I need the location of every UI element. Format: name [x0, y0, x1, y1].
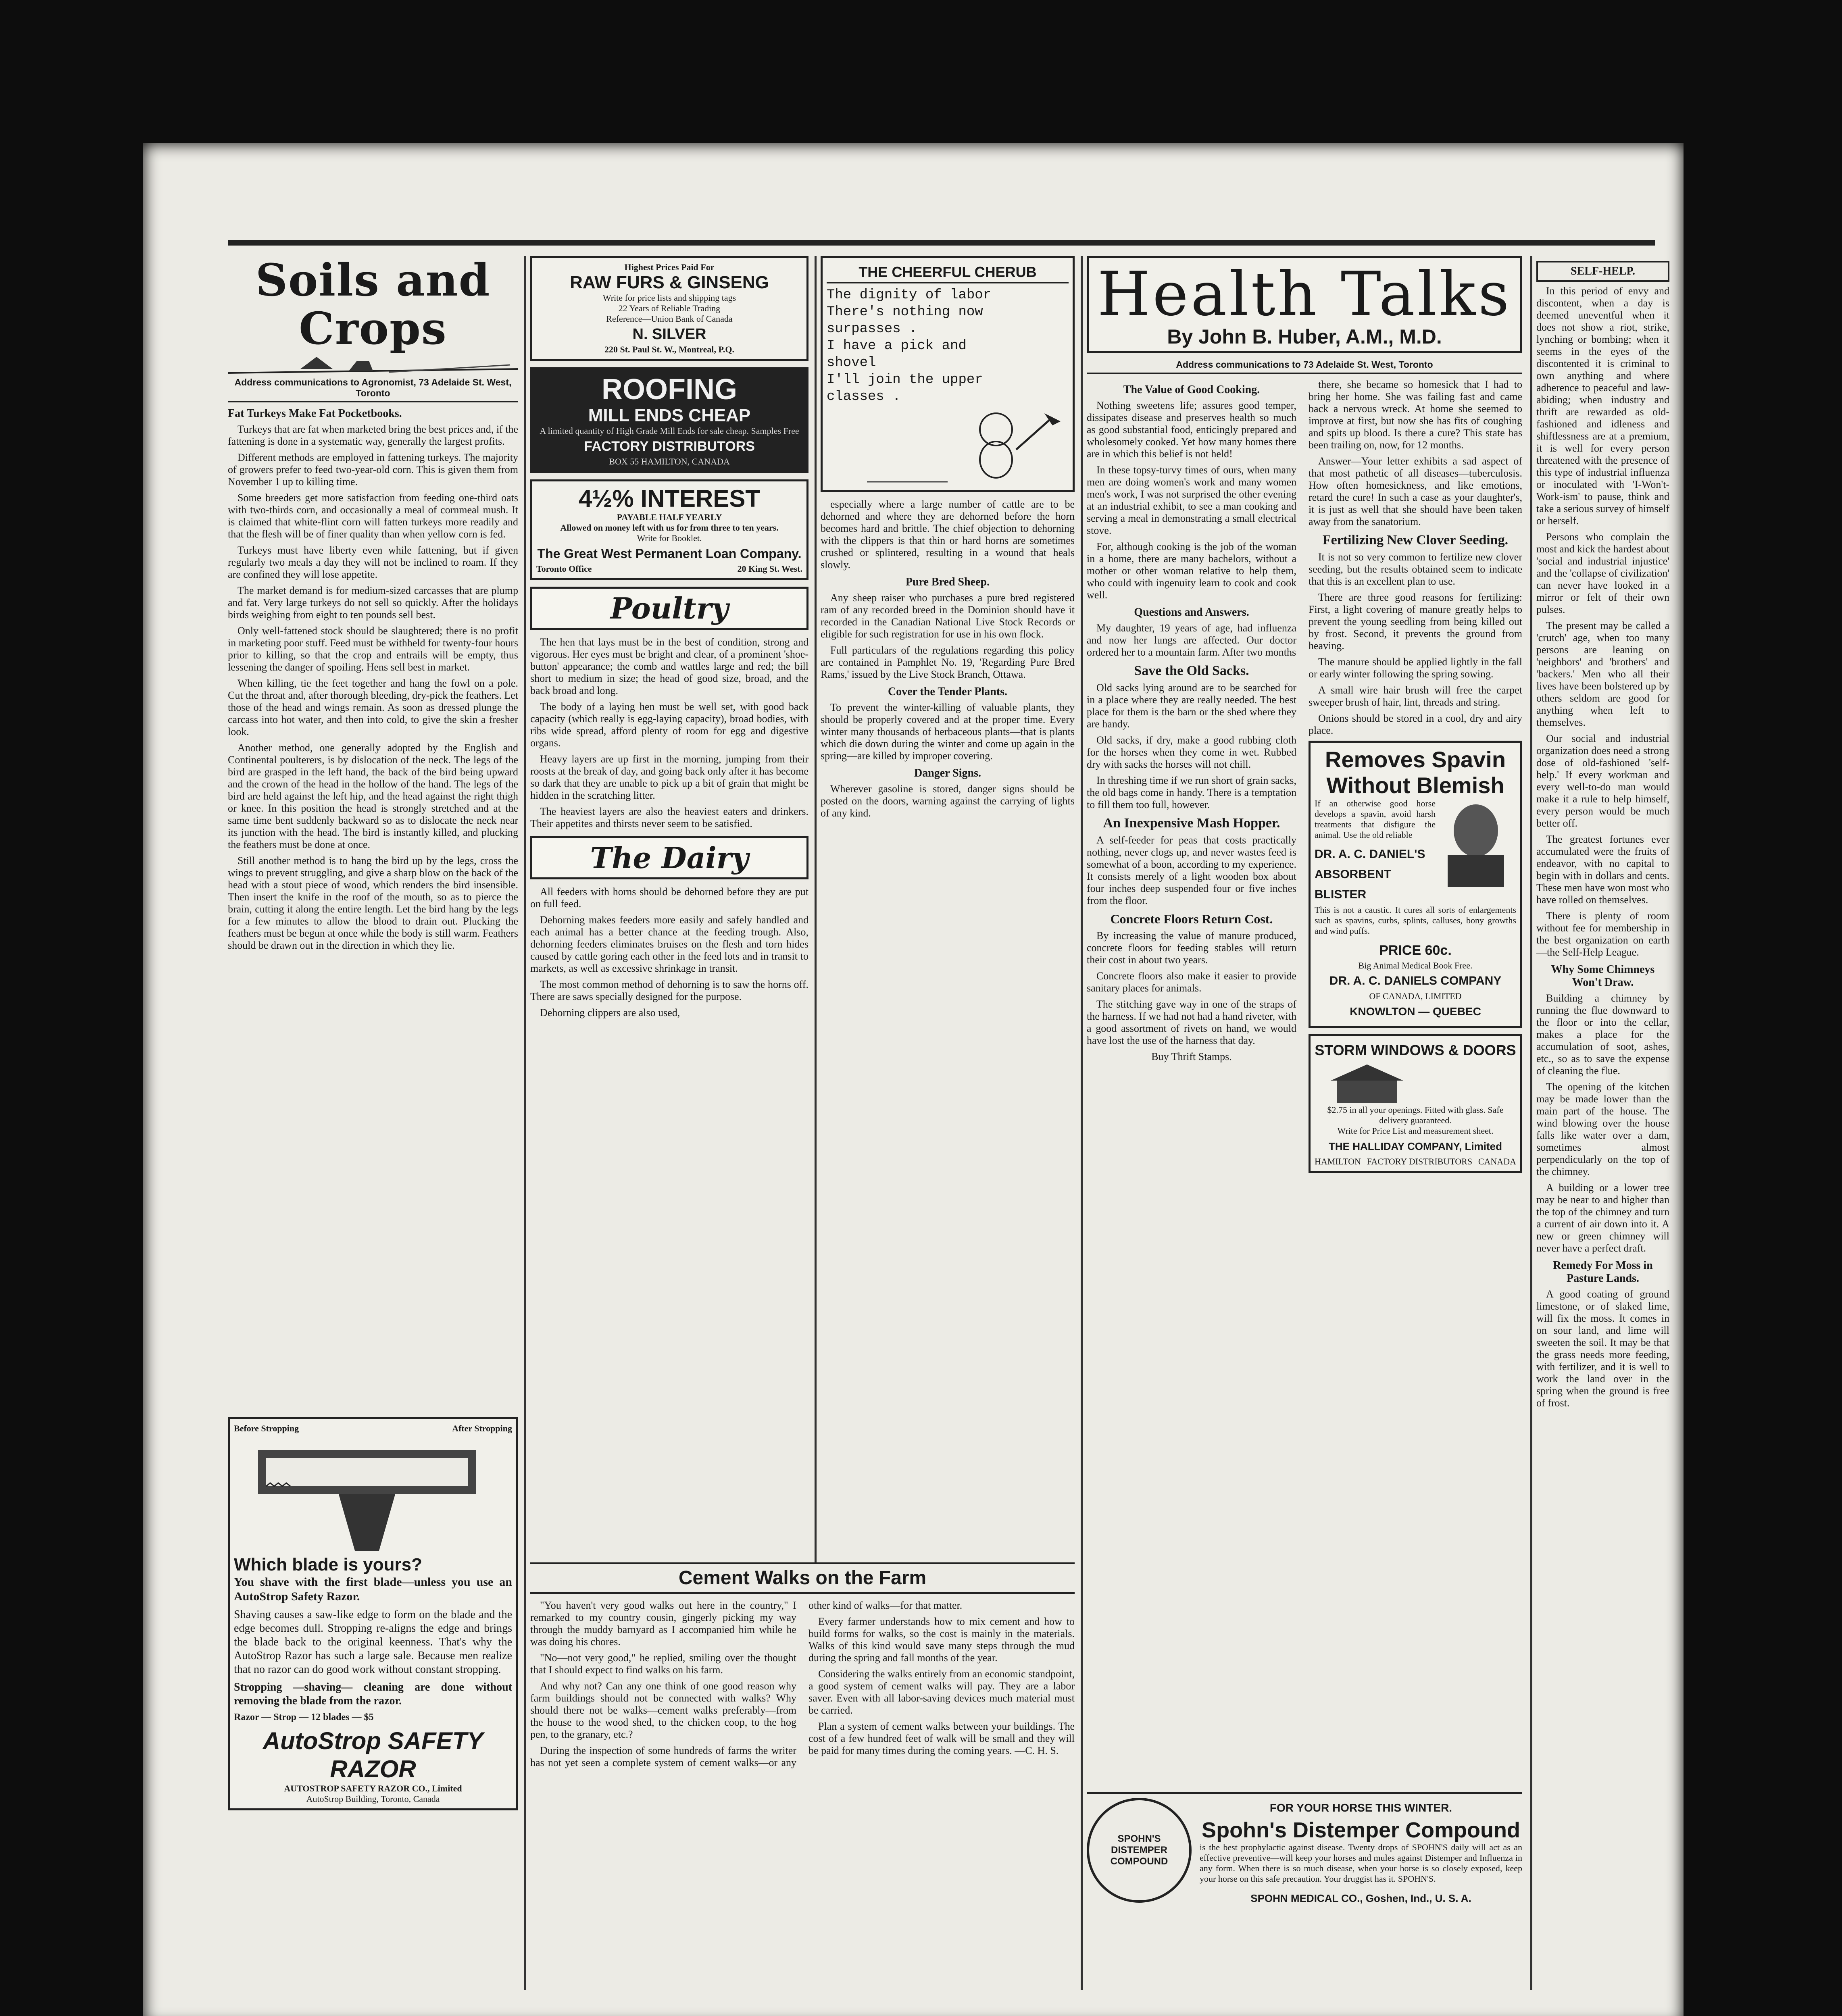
self-help-para-1: In this period of envy and discontent, when a day is deemed uneventful when it does not show a riot, strike, lynching or bombing; when it seems in the eyes of the discontented it is criminal to own anything and where adherence to peaceful and law-abiding; when industry and thrift are rewarded as old-fashioned and idleness and shiftlessness are at a premium, it is well for every person threatened with the presence of this type of industrial influenza or inoculated with 'I-Won't-Work-ism' to pause, think and take a serious survey of himself or herself. — [1536, 285, 1669, 527]
cooking-para-1: Nothing sweetens life; assures good temper, dissipates disease and preserves health so much as good substantial food, enticingly prepared and wholesomely cooked. Yet how many homes there are in which this belief is not held! — [1087, 400, 1296, 460]
interest-office: Toronto Office — [536, 564, 592, 574]
cherub-illustration-icon — [827, 405, 1065, 486]
storm-country: CANADA — [1478, 1156, 1516, 1166]
storm-price: $2.75 in all your openings. Fitted with glass. Safe delivery guaranteed. — [1327, 1105, 1504, 1125]
self-help-para-3: The present may be called a 'crutch' age, when too many persons are leaning on 'neighbors' and 'brothers' and 'backers.' Men who all their lives have been bolstered up by others seldom are good for anything when left to themselves. — [1536, 620, 1669, 728]
spohn-top: FOR YOUR HORSE THIS WINTER. — [1269, 1801, 1452, 1814]
health-right-para-1: there, she became so homesick that I had to bring her home. She was failing fast and came back a nervous wreck. At home she seemed to improve at first, but now she has fits of coughing and spits up blood. Is there a cure? This state has been trailing on, now, for 12 months. — [1309, 379, 1522, 451]
turkey-para-3: Some breeders get more satisfaction from feeding one-third oats with two-thirds corn, and occasionally a meal of cornmeal mush. It is claimed that white-flint corn will fatten turkeys more readily and that the flesh will be of finer quality than when yellow corn is fed. — [228, 492, 518, 540]
sacks-title: Save the Old Sacks. — [1134, 663, 1249, 678]
column-rule-4 — [1530, 256, 1532, 1990]
spohn-headline: Spohn's Distemper Compound — [1202, 1818, 1520, 1842]
danger-title: Danger Signs. — [914, 767, 981, 779]
qa-title: Questions and Answers. — [1134, 606, 1249, 619]
dairy-para-3: The most common method of dehorning is to saw the horns off. There are saws specially designed for the purpose. — [530, 979, 808, 1002]
roofing-footer: FACTORY DISTRIBUTORS — [584, 439, 755, 454]
spohn-company: SPOHN MEDICAL CO., Goshen, Ind., U. S. A. — [1250, 1892, 1471, 1904]
roofing-headline: ROOFING — [602, 373, 737, 406]
sheep-title: Pure Bred Sheep. — [905, 576, 990, 588]
furs-name: N. SILVER — [632, 326, 706, 343]
health-right — [1309, 379, 1522, 1179]
turkey-para-5: The market demand is for medium-sized carcasses that are plump and fat. Very large turkeys do not sell so quickly. After the holidays birds weighing from eight to ten pounds sell best. — [228, 585, 518, 621]
poultry-para-3: Heavy layers are up first in the morning, jumping from their roosts at the break of day, and going back only after it has become so dark that they are unable to pick up a bit of grain that might be hidden in the scratching litter. — [530, 753, 808, 801]
mash-para: A self-feeder for peas that costs practically nothing, never clogs up, and never wastes feed is somewhat of a boon, according to my experience. It consists merely of a light wooden box about four inches deep suspended four or five inches from the floor. — [1087, 834, 1296, 906]
poultry-para-2: The body of a laying hen must be well set, with good back capacity (which really is egg-laying capacity), broad bodies, with ribs wide spread, afford plenty of room for egg and digestive organs. — [530, 701, 808, 749]
health-address: Address communications to 73 Adelaide St. West, Toronto — [1087, 359, 1522, 374]
cheerful-cherub-box — [821, 256, 1075, 492]
dairy-para-1: All feeders with horns should be dehorned before they are put on full feed. — [530, 886, 808, 910]
chimney-para-1: Building a chimney by running the flue downward to the floor or into the cellar, makes a place for the accumulation of soot, ashes, etc., so as to save the expense of cleaning the flue. — [1536, 992, 1669, 1077]
clover-para-2: There are three good reasons for fertilizing: First, a light covering of manure greatly helps to prevent the young seedling from being killed out by frost. Second, it prevents the ground from heaving. — [1309, 591, 1522, 652]
caption-before: Before Stropping — [234, 1423, 299, 1433]
cooking-para-2: In these topsy-turvy times of ours, when many men are doing women's work and many women men's work, I was not surprised the other evening at an industrial exhibit, to see a man cooking and serving a meal in demonstrating a small electrical stove. — [1087, 464, 1296, 536]
turkey-para-8: Another method, one generally adopted by the English and Continental poulterers, is by dislocation of the neck. The legs of the bird are grasped in the left hand, the back of the bird being upward and the crown of the head in the hollow of the hand. The legs of the bird are held against the left hip, and the head against the right thigh or knee. In this position the head is strongly stretched and at the same time bent suddenly backward so as to dislocate the neck near its junction with the head. The bird is instantly killed, and plucking the feathers must be done at once. — [228, 742, 518, 850]
cement-para-4: During the inspection of some hundreds of farms the writer has not yet seen a complete system of cement walks—or any other kind of walks—for that matter. — [530, 1599, 963, 1768]
spohn-text — [1200, 1798, 1522, 1908]
roofing-city: BOX 55 HAMILTON, CANADA — [609, 456, 730, 467]
self-help-para-6: There is plenty of room without fee for membership in the best organization on earth—the Self-Help League. — [1536, 910, 1669, 958]
furs-address: 220 St. Paul St. W., Montreal, P.Q. — [604, 344, 735, 354]
sacks-para-3: In threshing time if we run short of grain sacks, the old bags come in handy. There is a temptation to fill them too full, however. — [1087, 775, 1296, 810]
poultry-para-4: The heaviest layers are also the heaviest eaters and drinkers. Their appetites and thirsts never seem to be satisfied. — [530, 806, 808, 829]
turkey-para-6: Only well-fattened stock should be slaughtered; there is no profit in marketing poor stuff. Feed must be withheld for twenty-four hours prior to killing, so that the crop and entrails will be empty, thus lessening the danger of spoiling. Hens sell best in market. — [228, 625, 518, 673]
spavin-price: PRICE 60c. — [1379, 943, 1452, 958]
spavin-body-2: This is not a caustic. It cures all sorts of enlargements such as spavins, curbs, splints, calluses, bony growths and wind puffs. — [1315, 905, 1516, 936]
furs-line-2: Write for price lists and shipping tags — [602, 293, 736, 303]
furs-headline: RAW FURS & GINSENG — [570, 273, 769, 292]
masthead-title: Soils and Crops — [255, 254, 491, 354]
roofing-sub: MILL ENDS CHEAP — [588, 406, 751, 425]
roofing-ad — [530, 367, 808, 473]
interest-street: 20 King St. West. — [737, 564, 802, 574]
poultry-para-1: The hen that lays must be in the best of condition, strong and vigorous. Her eyes must be bright and clear, of a prominent 'shoe-button' appearance; the comb and wattles large and red; the bill short to medium in size; the head of good size, broad, and the back broad and long. — [530, 636, 808, 696]
chimney-para-3: A building or a lower tree may be near to and higher than the top of the chimney and turn a current of air down into it. A new or green chimney will never have a perfect draft. — [1536, 1182, 1669, 1254]
razor-body-3: Stropping —shaving— cleaning are done without removing the blade from the razor. — [234, 1681, 512, 1707]
cement-para-7: Plan a system of cement walks between your buildings. The cost of a few hundred feet of walk will be small and they will be paid for many times during the coming years. —C. H. S. — [808, 1720, 1075, 1756]
cement-walks-article — [530, 1562, 1075, 1998]
autostrop-ad — [228, 1417, 518, 1810]
interest-office-row — [536, 564, 802, 574]
spohn-body: is the best prophylactic against disease. Twenty drops of SPOHN'S daily will act as an effective preventive—will keep your horses and mules against Distemper and Influenza in any form. When there is so much disease, when your horse is so closely exposed, keep your horse on this safe precaution. Your druggist has it. SPOHN'S. — [1200, 1842, 1522, 1884]
health-title: Health Talks — [1097, 259, 1512, 329]
roofing-line: A limited quantity of High Grade Mill Ends for sale cheap. Samples Free — [540, 426, 799, 436]
furs-line-3: 22 Years of Reliable Trading — [618, 303, 721, 313]
interest-line-1: PAYABLE HALF YEARLY — [617, 512, 722, 522]
chimney-para-2: The opening of the kitchen may be made lower than the main part of the house. The wind blowing over the house falls like water over a dam, sometimes almost perpendicularly on the top of the chimney. — [1536, 1081, 1669, 1177]
cement-title: Cement Walks on the Farm — [530, 1562, 1075, 1594]
health-columns — [1087, 379, 1522, 1179]
razor-headline: Which blade is yours? — [234, 1555, 422, 1574]
interest-line-2: Allowed on money left with us for from three to ten years. — [560, 523, 779, 533]
storm-line: Write for Price List and measurement sheet. — [1337, 1126, 1494, 1136]
turkey-para-1: Turkeys that are fat when marketed bring the best prices and, if the fattening is done in a systematic way, generally the largest profits. — [228, 423, 518, 447]
mash-title: An Inexpensive Mash Hopper. — [1103, 816, 1280, 831]
spavin-city: KNOWLTON — QUEBEC — [1350, 1005, 1481, 1018]
thrift-stamps: Buy Thrift Stamps. — [1151, 1051, 1232, 1062]
storm-windows-ad — [1309, 1034, 1522, 1173]
sacks-para-1: Old sacks lying around are to be searched for in a place where they are really needed. The best place for them is the barn or the shed where they are handy. — [1087, 682, 1296, 730]
newspaper-page — [143, 143, 1684, 2016]
health-left — [1087, 379, 1296, 1179]
spavin-ad — [1309, 741, 1522, 1028]
cherub-verse: The dignity of labor There's nothing now surpasses . I have a pick and shovel I'll join the upper classes . — [827, 287, 992, 404]
spavin-headline-1: Removes Spavin — [1325, 747, 1506, 772]
turkey-article-title: Fat Turkeys Make Fat Pocketbooks. — [228, 407, 402, 420]
interest-company: The Great West Permanent Loan Company. — [537, 546, 802, 561]
spavin-name: DR. A. C. DANIEL'S ABSORBENT BLISTER — [1315, 848, 1425, 901]
turkey-para-7: When killing, tie the feet together and hang the fowl on a pole. Cut the throat and, after thorough bleeding, dry-pick the feathers. Let those of the head and wings remain. As soon as dressed plunge the carcass into hot water, and then into cold, to give the skin a fresher look. — [228, 677, 518, 737]
storm-company: THE HALLIDAY COMPANY, Limited — [1328, 1140, 1502, 1152]
column-soils-and-crops — [228, 254, 518, 1804]
spavin-body: If an otherwise good horse develops a spavin, avoid harsh treatments that disfigure the animal. Use the old reliable — [1315, 798, 1436, 840]
column-health — [1087, 256, 1522, 1179]
spohn-layout — [1087, 1794, 1522, 1908]
storm-headline: STORM WINDOWS & DOORS — [1315, 1042, 1516, 1058]
cement-para-2: "No—not very good," he replied, smiling over the thought that I should expect to find walks on his farm. — [530, 1652, 796, 1676]
self-help-para-5: The greatest fortunes ever accumulated were the fruits of endeavor, with no capital to begin with in dollars and cents. These men have won most who have rolled on themselves. — [1536, 833, 1669, 906]
cooking-para-3: For, although cooking is the job of the woman in a home, there are many bachelors, without a mother or other woman relative to help them, who could with ingenuity learn to cook and cook well. — [1087, 541, 1296, 601]
moss-title: Remedy For Moss in Pasture Lands. — [1553, 1259, 1653, 1285]
caption-after: After Stropping — [452, 1423, 512, 1433]
self-help-title: SELF-HELP. — [1536, 261, 1669, 282]
danger-para: Wherever gasoline is stored, danger signs should be posted on the doors, warning against the carrying of lights of any kind. — [821, 783, 1075, 819]
autostrop-brand: AutoStrop SAFETY RAZOR — [263, 1727, 483, 1783]
sheep-para-2: Full particulars of the regulations regarding this policy are contained in Pamphlet No. 19, 'Regarding Pure Bred Rams,' issued by the Live Stock Branch, Ottawa. — [821, 644, 1075, 680]
column-rule-1 — [524, 256, 526, 1990]
column-ads-poultry — [530, 256, 808, 1023]
autostrop-company-address: AutoStrop Building, Toronto, Canada — [306, 1794, 440, 1804]
storm-city: HAMILTON — [1315, 1156, 1361, 1166]
spohn-ad — [1087, 1792, 1522, 1987]
plants-title: Cover the Tender Plants. — [888, 685, 1008, 698]
interest-ad — [530, 479, 808, 580]
autostrop-company: AUTOSTROP SAFETY RAZOR CO., Limited — [284, 1783, 462, 1793]
razor-body-2: Shaving causes a saw-like edge to form on the blade and the edge becomes dull. Stropping re-aligns the edge and brings the blade back to the original keenness. That's why the AutoStrop Razor has such a large sale. Because men realize that no razor can do good work without constant stropping. — [234, 1608, 512, 1676]
health-right-para-2: Answer—Your letter exhibits a sad aspect of that most pathetic of all diseases—tuberculosis. How often homesickness, and like emotions, retard the cure! In such a case as your daughter's, it is just as well that she should have been taken away from the sanatorium. — [1309, 455, 1522, 527]
cement-para-6: Considering the walks entirely from an economic standpoint, a good system of cement walks will pay. They are a labor saver. Even with all labor-saving devices much material must be carried. — [808, 1668, 1075, 1716]
spavin-company-2: OF CANADA, LIMITED — [1369, 991, 1462, 1001]
soils-address: Address communications to Agronomist, 73 Adelaide St. West, Toronto — [228, 377, 518, 402]
moss-para: A good coating of ground limestone, or of slaked lime, will fix the moss. It comes in on sour land, and lime will sweeten the soil. It may be that the grass needs more feeding, with fertilizer, and it is well to work the land over in the spring when the ground is free of frost. — [1536, 1288, 1669, 1409]
spavin-company: DR. A. C. DANIELS COMPANY — [1329, 974, 1502, 987]
cement-para-5: Every farmer understands how to mix cement and how to build forms for walks, so the cost is mainly in the materials. Walks of this kind would save many steps through the mud during the spring and fall months of the year. — [808, 1616, 1075, 1664]
clover-para-3: The manure should be applied lightly in the fall or early winter following the spring sowing. — [1309, 656, 1522, 680]
turkey-para-9: Still another method is to hang the bird up by the legs, cross the wings to prevent struggling, and give a sharp blow on the back of the head with a stout piece of wood, which renders the bird insensible. Then insert the knife in the roof of the mouth, so as to pierce the brain, cutting it along the entire length. Let the bird hang by the legs for a few minutes to allow the blood to drain out. Plucking the feathers must be begun at once while the body is still warm. Feathers should be drawn out in the direction in which they lie. — [228, 855, 518, 951]
spavin-book: Big Animal Medical Book Free. — [1358, 960, 1473, 971]
poultry-banner: Poultry — [530, 587, 808, 630]
chimney-title: Why Some Chimneys Won't Draw. — [1551, 963, 1655, 989]
column-cherub — [821, 256, 1075, 823]
concrete-para-2: Concrete floors also make it easier to provide sanitary places for animals. — [1087, 970, 1296, 994]
spohn-badge: SPOHN'S DISTEMPER COMPOUND — [1087, 1798, 1192, 1903]
storm-footer — [1315, 1156, 1516, 1167]
soils-masthead — [228, 256, 518, 377]
cooking-title: The Value of Good Cooking. — [1123, 383, 1260, 396]
self-help-para-4: Our social and industrial organization does need a strong dose of old-fashioned 'self-help.' If every workman and every well-to-do man would make it a rule to help himself, every person would be much better off. — [1536, 733, 1669, 829]
cement-para-1: "You haven't very good walks out here in the country," I remarked to my country cousin, gingerly picking my way through the muddy barnyard as I accompanied him while he was doing his chores. — [530, 1599, 796, 1647]
self-help-para-2: Persons who complain the most and kick the hardest about 'social and industrial injustice' and the 'collapse of civilization' can never have looked in a mirror or felt of their own pulses. — [1536, 531, 1669, 615]
interest-headline: 4½% INTEREST — [578, 485, 761, 512]
top-rule — [228, 240, 1655, 246]
doctor-portrait-icon — [1436, 798, 1516, 887]
concrete-title: Concrete Floors Return Cost. — [1110, 912, 1273, 926]
clover-para-1: It is not so very common to fertilize new clover seeding, but the results obtained seem to indicate that this is an excellent plan to use. — [1309, 551, 1522, 587]
cement-body — [530, 1599, 1075, 1769]
sheep-para-1: Any sheep raiser who purchases a pure bred registered ram of any recorded breed in the Dominion should have it recorded in the Canadian National Live Stock Records or eligible for such registration for use in his own flock. — [821, 592, 1075, 640]
razor-body: You shave with the first blade—unless you use an AutoStrop Safety Razor. — [234, 1575, 512, 1603]
furs-line-4: Reference—Union Bank of Canada — [606, 314, 733, 324]
concrete-para-1: By increasing the value of manure produced, concrete floors for feeding stables will return their cost in about two years. — [1087, 930, 1296, 966]
dairy-para-2: Dehorning makes feeders more easily and safely handled and each animal has a better chance at the feeding trough. Also, dehorning feeders eliminates bruises on the flesh and torn hides caused by cattle goring each other in the feed lots and in transit to markets, as well as excessive shrinkage in transit. — [530, 914, 808, 974]
clover-para-5: Onions should be stored in a cool, dry and airy place. — [1309, 712, 1522, 736]
storm-tag: FACTORY DISTRIBUTORS — [1367, 1156, 1473, 1166]
column-rule-3 — [1081, 256, 1083, 1990]
plants-para: To prevent the winter-killing of valuable plants, they should be properly covered and at the proper time. Every winter many thousands of herbaceous plants—that is plants which die down during the winter and come up again in the spring—are killed by improper covering. — [821, 702, 1075, 762]
concrete-para-3: The stitching gave way in one of the straps of the harness. If we had not had a hand riveter, with a good assortment of rivets on hand, we would have lost the use of the harness that day. — [1087, 998, 1296, 1046]
dairy-banner: The Dairy — [530, 836, 808, 879]
razor-blade-illustration-icon — [234, 1434, 500, 1555]
razor-price-line: Razor — Strop — 12 blades — $5 — [234, 1712, 374, 1722]
furs-top: Highest Prices Paid For — [624, 262, 715, 272]
cement-para-3: And why not? Can any one think of one good reason why farm buildings should not be connected with walks? Why should there not be walks—cement walks preferably—from the house to the wood shed, to the chicken coop, to the hog pen, to the granary, etc.? — [530, 1680, 796, 1740]
column-self-help — [1536, 256, 1669, 1413]
plowing-scene-icon — [228, 353, 518, 377]
clover-title: Fertilizing New Clover Seeding. — [1322, 533, 1509, 548]
qa-para: My daughter, 19 years of age, had influenza and now her lungs are affected. Our doctor ordered her to a mountain farm. After two months — [1087, 622, 1296, 658]
dairy-para-4: Dehorning clippers are also used, — [540, 1007, 680, 1018]
house-icon — [1315, 1060, 1516, 1105]
raw-furs-ad — [530, 256, 808, 361]
razor-captions — [234, 1423, 512, 1434]
interest-line-3: Write for Booklet. — [637, 533, 702, 543]
health-talks-masthead — [1087, 256, 1522, 353]
spavin-headline-2: Without Blemish — [1326, 773, 1504, 798]
turkey-para-2: Different methods are employed in fattening turkeys. The majority of growers prefer to feed two-year-old corn. This is given them from November 1 up to killing time. — [228, 452, 518, 487]
health-byline: By John B. Huber, A.M., M.D. — [1167, 325, 1442, 348]
turkey-para-4: Turkeys must have liberty even while fattening, but if given regularly two meals a day they will not be inclined to roam. If they are confined they will lose appetite. — [228, 544, 518, 580]
sacks-para-2: Old sacks, if dry, make a good rubbing cloth for the horses when they come in wet. Rubbed dry with sacks the horses will not chill. — [1087, 734, 1296, 770]
dehorn-para: especially where a large number of cattle are to be dehorned and where they are dehorned before the horn becomes hard and brittle. The chief objection to dehorning with the clippers is that thin or hard horns are sometimes crushed or splintered, resulting in a wound that heals slowly. — [821, 498, 1075, 571]
cherub-title: THE CHEERFUL CHERUB — [827, 262, 1069, 283]
clover-para-4: A small wire hair brush will free the carpet sweeper brush of hair, lint, threads and string. — [1309, 684, 1522, 708]
